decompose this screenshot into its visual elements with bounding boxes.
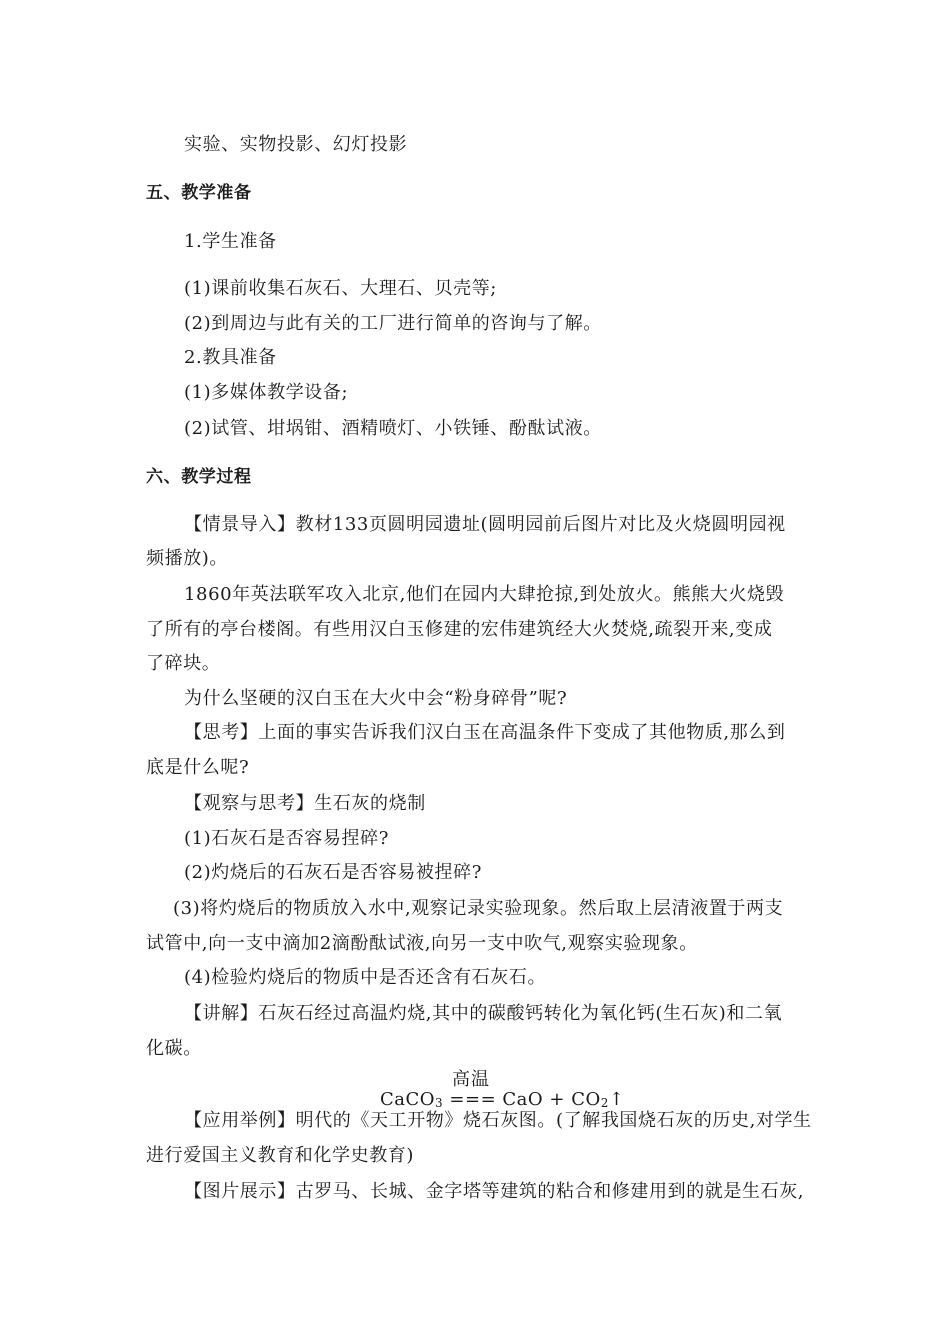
equals-sign: === (449, 1089, 497, 1110)
section-heading: 六、教学过程 (146, 467, 252, 487)
list-item: (4)检验灼烧后的物质中是否还含有石灰石。 (184, 967, 547, 988)
product-1: CaO (502, 1089, 544, 1110)
text-line: 底是什么呢? (146, 757, 250, 778)
text-line: 【讲解】石灰石经过高温灼烧,其中的碳酸钙转化为氧化钙(生石灰)和二氧 (184, 1003, 783, 1024)
text-line: 2.教具准备 (184, 347, 277, 368)
text-line: 了碎块。 (146, 653, 221, 674)
product-2: CO (571, 1089, 601, 1110)
list-item: (2)到周边与此有关的工厂进行简单的咨询与了解。 (184, 313, 602, 334)
text-line: 为什么坚硬的汉白玉在大火中会“粉身碎骨”呢? (184, 688, 568, 709)
list-item: (2)试管、坩埚钳、酒精喷灯、小铁锤、酚酞试液。 (184, 418, 602, 439)
list-item: (3)将灼烧后的物质放入水中,观察记录实验现象。然后取上层清液置于两支 (173, 898, 784, 919)
plus-sign: + (549, 1089, 565, 1110)
text-line: 1.学生准备 (184, 231, 277, 252)
list-item: (1)课前收集石灰石、大理石、贝壳等; (184, 278, 497, 299)
text-line: 频播放)。 (146, 548, 229, 569)
text-line: 化碳。 (146, 1038, 202, 1059)
text-line: 试管中,向一支中滴加2滴酚酞试液,向另一支中吹气,观察实验现象。 (146, 933, 698, 954)
list-item: (1)石灰石是否容易捏碎? (184, 828, 389, 849)
text-line: 实验、实物投影、幻灯投影 (184, 134, 408, 155)
text-line: 了所有的亭台楼阁。有些用汉白玉修建的宏伟建筑经大火焚烧,疏裂开来,变成 (146, 619, 773, 640)
equation-row (380, 1089, 625, 1110)
reactant: CaCO (380, 1089, 436, 1110)
text-line: 【观察与思考】生石灰的烧制 (184, 793, 426, 814)
gas-arrow-icon: ↑ (608, 1089, 625, 1110)
product-2-subscript: 2 (600, 1096, 609, 1110)
list-item: (1)多媒体教学设备; (184, 382, 349, 403)
text-line: 【应用举例】明代的《天工开物》烧石灰图。(了解我国烧石灰的历史,对学生 (184, 1110, 812, 1131)
reaction-condition: 高温 (452, 1069, 490, 1090)
text-line: 【图片展示】古罗马、长城、金字塔等建筑的粘合和修建用到的就是生石灰, (184, 1181, 805, 1202)
text-line: 1860年英法联军攻入北京,他们在园内大肆抢掠,到处放火。熊熊大火烧毁 (184, 584, 785, 605)
text-line: 进行爱国主义教育和化学史教育) (146, 1145, 415, 1166)
reactant-subscript: 3 (435, 1096, 444, 1110)
list-item: (2)灼烧后的石灰石是否容易被捏碎? (184, 862, 482, 883)
chemical-equation (380, 1065, 640, 1115)
text-line: 【思考】上面的事实告诉我们汉白玉在高温条件下变成了其他物质,那么到 (184, 722, 786, 743)
section-heading: 五、教学准备 (146, 183, 252, 203)
text-line: 【情景导入】教材133页圆明园遗址(圆明园前后图片对比及火烧圆明园视 (184, 514, 786, 535)
